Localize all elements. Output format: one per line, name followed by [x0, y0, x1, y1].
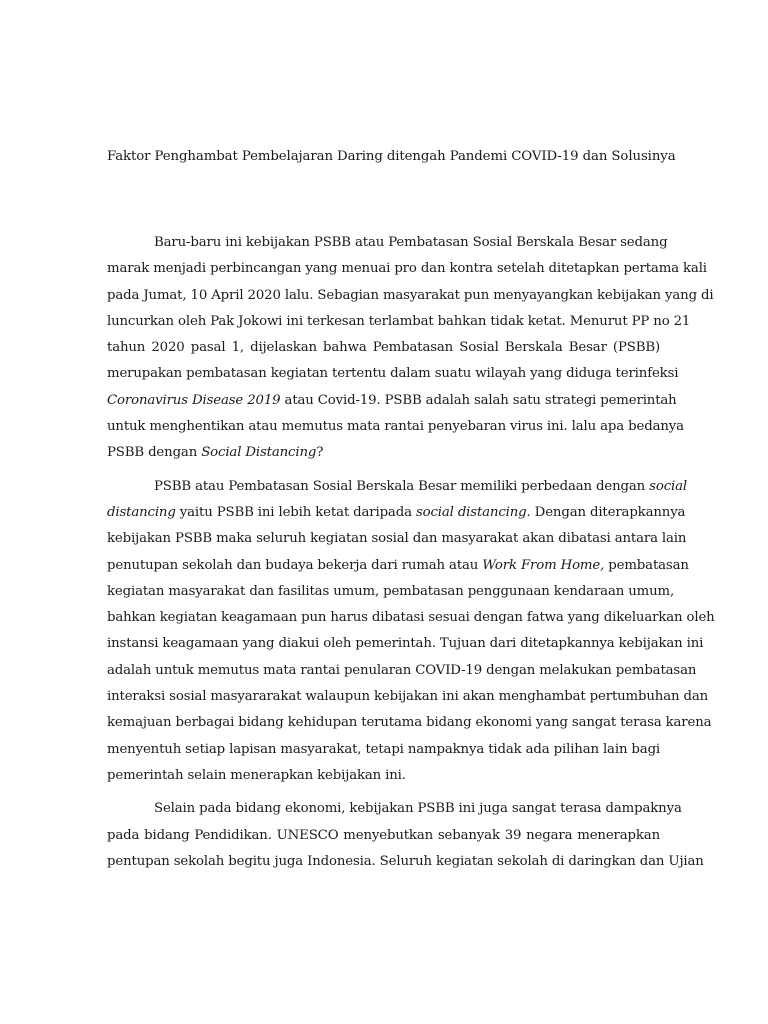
document-title: Faktor Penghambat Pembelajaran Daring ditengah Pandemi COVID-19 dan Solusinya	[107, 149, 676, 164]
text-segment: pentupan sekolah begitu juga Indonesia. Seluruh kegiatan sekolah di daringkan dan Ujian	[107, 853, 704, 869]
text-line	[107, 741, 660, 767]
text-line	[107, 234, 668, 260]
text-segment: kebijakan PSBB maka seluruh kegiatan sosial dan masyarakat akan dibatasi antara lain	[107, 531, 687, 547]
text-line	[107, 853, 704, 879]
text-line	[107, 313, 691, 339]
text-line	[107, 260, 707, 286]
text-line	[107, 444, 660, 470]
text-line	[107, 365, 679, 391]
text-segment: marak menjadi perbincangan yang menuai pro dan kontra setelah ditetapkan pertama kali	[107, 261, 707, 277]
text-segment: PSBB dengan	[107, 445, 202, 461]
text-segment: pada bidang Pendidikan. UNESCO menyebutkan sebanyak 39 negara menerapkan	[107, 827, 660, 843]
text-segment: bahkan kegiatan keagamaan pun harus dibatasi sesuai dengan fatwa yang dikeluarkan oleh	[107, 610, 715, 626]
text-line	[107, 609, 715, 635]
italic-text: Social Distancing	[201, 445, 317, 461]
text-segment: interaksi sosial masyararakat walaupun kebijakan ini akan menghambat pertumbuhan dan	[107, 689, 709, 705]
italic-text: social	[649, 478, 687, 494]
paragraph	[107, 800, 704, 879]
text-line	[107, 478, 687, 504]
text-line	[107, 714, 712, 740]
text-segment: pemerintah selain menerapkan kebijakan ini.	[107, 767, 406, 783]
text-line	[107, 583, 675, 609]
text-segment: Baru-baru ini kebijakan PSBB atau Pembatasan Sosial Berskala Besar sedang	[154, 235, 668, 250]
italic-text: Work From Home,	[482, 557, 605, 573]
italic-text: Coronavirus Disease 2019	[107, 392, 281, 408]
text-segment: kegiatan masyarakat dan fasilitas umum, pembatasan penggunaan kendaraan umum,	[107, 583, 675, 599]
text-segment: instansi keagamaan yang diakui oleh pemerintah. Tujuan dari ditetapkannya kebijakan ini	[107, 636, 704, 652]
text-segment: adalah untuk memutus mata rantai penularan COVID-19 dengan melakukan pembatasan	[107, 662, 697, 678]
text-line	[107, 767, 660, 793]
text-line	[107, 688, 709, 714]
text-line	[107, 635, 704, 661]
text-segment: Selain pada bidang ekonomi, kebijakan PSBB ini juga sangat terasa dampaknya	[154, 801, 682, 817]
text-segment: kemajuan berbagai bidang kehidupan terutama bidang ekonomi yang sangat terasa karena	[107, 715, 712, 731]
italic-text: social distancing.	[415, 504, 531, 520]
italic-text: distancing	[107, 504, 176, 520]
paragraph	[107, 478, 715, 794]
text-line	[107, 530, 687, 556]
text-segment: Dengan diterapkannya	[530, 504, 686, 520]
text-segment: pembatasan	[604, 557, 689, 573]
text-line	[107, 827, 660, 853]
text-line	[107, 392, 677, 418]
text-segment: untuk menghentikan atau memutus mata rantai penyebaran virus ini. lalu apa bedanya	[107, 419, 684, 435]
text-segment: penutupan sekolah dan budaya bekerja dari rumah atau	[107, 557, 483, 573]
paragraph	[107, 234, 714, 471]
text-line	[107, 504, 686, 530]
text-segment: luncurkan oleh Pak Jokowi ini terkesan terlambat bahkan tidak ketat. Menurut PP no 21	[107, 313, 691, 329]
text-segment: merupakan pembatasan kegiatan tertentu dalam suatu wilayah yang diduga terinfeksi	[107, 366, 679, 382]
document-body	[107, 234, 715, 879]
text-segment: atau Covid-19. PSBB adalah salah satu strategi pemerintah	[280, 392, 677, 408]
text-segment: PSBB atau Pembatasan Sosial Berskala Besar memiliki perbedaan dengan	[154, 478, 650, 494]
text-line	[107, 800, 682, 826]
text-segment: yaitu PSBB ini lebih ketat daripada	[175, 504, 416, 520]
text-segment: pada Jumat, 10 April 2020 lalu. Sebagian masyarakat pun menyayangkan kebijakan yang di	[107, 287, 714, 303]
text-line	[107, 339, 660, 365]
text-segment: ?	[316, 445, 324, 461]
text-line	[107, 557, 689, 583]
text-segment: menyentuh setiap lapisan masyarakat, tetapi nampaknya tidak ada pilihan lain bagi	[107, 741, 661, 757]
text-segment: tahun 2020 pasal 1, dijelaskan bahwa Pembatasan Sosial Berskala Besar (PSBB)	[107, 340, 660, 356]
text-line	[107, 287, 714, 313]
text-line	[107, 418, 684, 444]
text-line	[107, 662, 697, 688]
